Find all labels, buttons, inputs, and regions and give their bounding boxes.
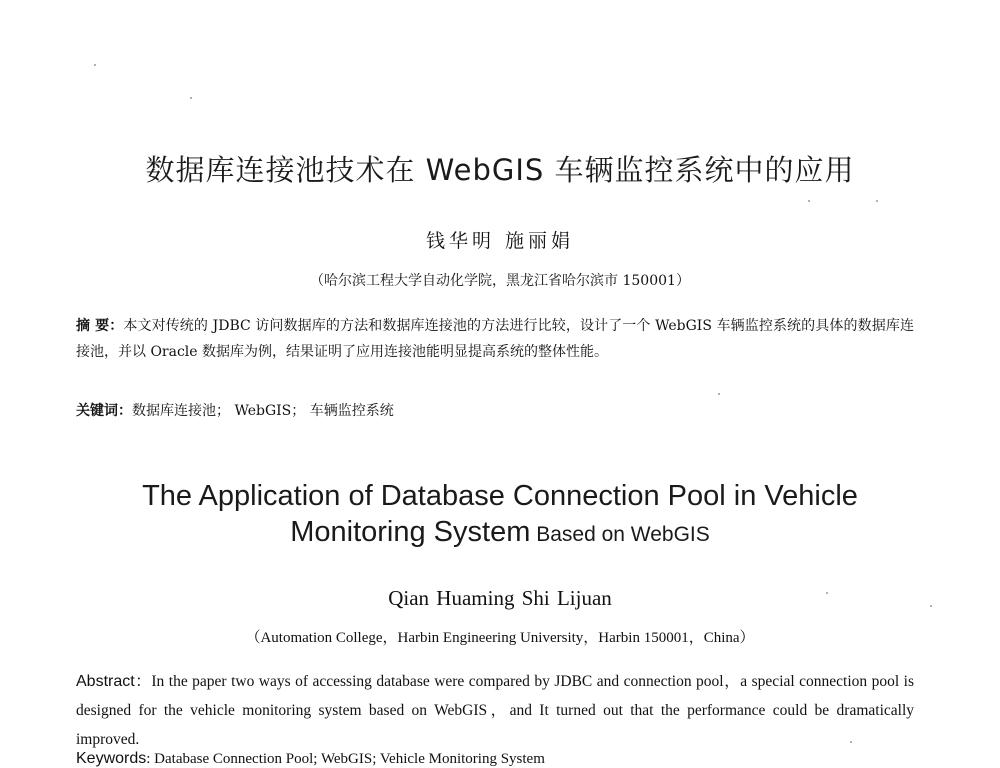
english-abstract-label: Abstract	[76, 673, 135, 690]
english-title-line1: The Application of Database Connection Pool in Vehicle	[142, 480, 858, 512]
scan-speck	[850, 741, 852, 743]
english-abstract-text: ：In the paper two ways of accessing database were compared by JDBC and connection pool，a special connection pool is designed for the vehicle monitoring system based on WebGIS，and It turned out that the performance could be dramatically improved.	[76, 673, 914, 748]
scan-speck	[94, 64, 96, 66]
scan-speck	[190, 97, 192, 99]
english-title-line2-small: Based on WebGIS	[530, 523, 710, 546]
english-keywords	[76, 750, 914, 768]
chinese-authors: 钱华明 施丽娟	[425, 230, 575, 252]
chinese-affiliation: （哈尔滨工程大学自动化学院，黑龙江省哈尔滨市 150001）	[310, 273, 690, 289]
chinese-keywords-text: 数据库连接池； WebGIS； 车辆监控系统	[132, 403, 394, 419]
english-keywords-label: Keywords	[76, 750, 147, 767]
english-authors: Qian Huaming Shi Lijuan	[388, 586, 612, 610]
english-affiliation: （Automation College，Harbin Engineering University，Harbin 150001，China）	[245, 630, 755, 646]
scan-speck	[718, 393, 720, 395]
chinese-keywords	[76, 400, 914, 420]
scan-speck	[808, 200, 810, 202]
scan-speck	[876, 200, 878, 202]
english-title-line2-main: Monitoring System	[290, 516, 531, 548]
english-title	[0, 478, 1000, 553]
chinese-abstract-label: 摘 要：	[76, 318, 124, 334]
scan-speck	[930, 605, 932, 607]
chinese-abstract	[76, 313, 914, 365]
chinese-abstract-text: 本文对传统的 JDBC 访问数据库的方法和数据库连接池的方法进行比较，设计了一个 WebGIS 车辆监控系统的具体的数据库连接池，并以 Oracle 数据库为例，结果证明了应用连接池能明显提高系统的整体性能。	[76, 318, 914, 360]
chinese-keywords-label: 关键词：	[76, 403, 132, 419]
english-keywords-text: : Database Connection Pool; WebGIS; Vehicle Monitoring System	[146, 751, 545, 767]
chinese-title: 数据库连接池技术在 WebGIS 车辆监控系统中的应用	[145, 153, 855, 187]
english-title-line2	[0, 514, 1000, 553]
scan-speck	[826, 592, 828, 594]
english-abstract	[76, 667, 914, 754]
